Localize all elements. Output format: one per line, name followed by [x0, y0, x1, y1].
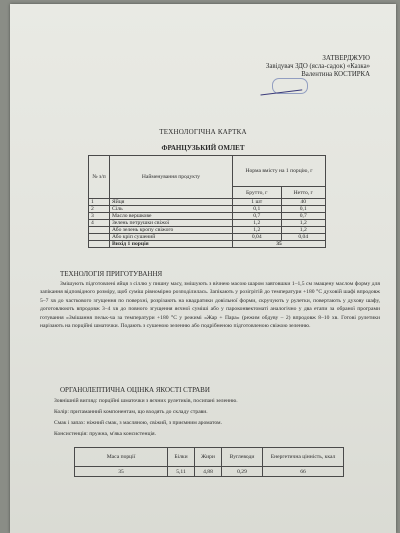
header-gross: Брутто, г: [233, 187, 282, 199]
approval-line-2: Валентина КОСТИРКА: [301, 71, 370, 79]
approval-heading: ЗАТВЕРДЖУЮ: [322, 54, 370, 62]
output-value: 35: [233, 241, 326, 248]
organoleptic-heading: ОРГАНОЛЕПТИЧНА ОЦІНКА ЯКОСТІ СТРАВИ: [60, 386, 210, 394]
row-gross: 0,04: [233, 234, 282, 241]
header-protein: Білки: [168, 448, 195, 467]
row-num: [89, 234, 110, 241]
row-net: 40: [281, 199, 326, 206]
row-num: 2: [89, 206, 110, 213]
output-row: [89, 241, 326, 248]
row-gross: 1 шт: [233, 199, 282, 206]
organoleptic-line: Смак і запах: ніжний смак, з масляною, свіжий, з приємним ароматом.: [54, 420, 223, 426]
row-net: 1,2: [281, 220, 326, 227]
header-fat: Жири: [195, 448, 222, 467]
row-net: 0,04: [281, 234, 326, 241]
row-num: 4: [89, 220, 110, 227]
header-net: Нетто, г: [281, 187, 326, 199]
row-gross: 1,2: [233, 227, 282, 234]
value-carbs: 0,29: [222, 467, 263, 477]
table-row: [89, 199, 326, 206]
header-name: Найменування продукту: [110, 156, 233, 199]
table-row: [89, 220, 326, 227]
row-num: 3: [89, 213, 110, 220]
row-name: Яйця: [110, 199, 233, 206]
header-energy: Енергетична цінність, ккал: [263, 448, 344, 467]
row-gross: 0,1: [233, 206, 282, 213]
document-title: ТЕХНОЛОГІЧНА КАРТКА: [159, 128, 247, 136]
approval-block: [266, 54, 370, 80]
preparation-heading: ТЕХНОЛОГІЯ ПРИГОТУВАННЯ: [60, 270, 163, 278]
table-row: [89, 227, 326, 234]
row-num: [89, 227, 110, 234]
value-protein: 5,11: [168, 467, 195, 477]
dish-title: ФРАНЦУЗЬКИЙ ОМЛЕТ: [161, 144, 245, 152]
output-label: Вихід 1 порція: [110, 241, 233, 248]
row-name: Зелень петрушки свіжої: [110, 220, 233, 227]
header-norm: Норма вмісту на 1 порцію, г: [233, 156, 326, 187]
table-row: [89, 234, 326, 241]
table-row: [89, 213, 326, 220]
row-gross: 0,7: [233, 213, 282, 220]
row-net: 0,1: [281, 206, 326, 213]
value-energy: 66: [263, 467, 344, 477]
value-fat: 4,88: [195, 467, 222, 477]
organoleptic-line: Консистенція: пружна, м'яка консистенція.: [54, 431, 157, 437]
value-mass: 35: [75, 467, 168, 477]
row-name: Сіль: [110, 206, 233, 213]
row-name: Або зелень кропу свіжого: [110, 227, 233, 234]
approval-line-1: Завідувач ЗДО (ясла-садок) «Казка»: [265, 62, 370, 70]
header-num: № з/п: [89, 156, 110, 199]
nutrition-table: [74, 447, 344, 477]
header-mass: Маса порції: [75, 448, 168, 467]
ingredients-table: [88, 155, 326, 248]
preparation-text: Змішують підготовлені яйця з сіллю у пишну масу, змішують з вічнею масою шаром завтовшки 1–1,5 см змащену маслом форму для запікання відповідного розміру, щоб суміш рівномірно розподілилась. Запікають у розігрітій до температури +180 °С духовій шафі впродовж 5–7 хв до часткового згущення по поверхні, розрізають на квадратики довільної форми, скручують у рулетки, повертають у духову шафу, доготовлюють впродовж 3–4 хв до повного згущення яєчної суміші або у пароконвектоматі аналогічно у два етапи за обраної програми готування «Змішання пельк-ча за температури +180 °С у режимі «Жар + Пара» (режим обдуву – 2) впродовж 8–10 хв. Готові рулетики нарізають на порційні шматочки. Подають з сушеною зеленню або подрібненою підготовленою свіжою зеленню.: [40, 281, 380, 330]
row-name: Масло вершкове: [110, 213, 233, 220]
row-net: 1,2: [281, 227, 326, 234]
row-num: 1: [89, 199, 110, 206]
row-net: 0,7: [281, 213, 326, 220]
row-name: Або кріп сушений: [110, 234, 233, 241]
organoleptic-line: Зовнішній вигляд: порційні шматочки з яєчних рулетиків, посипані зеленню.: [54, 398, 238, 404]
document-page: [10, 4, 396, 533]
table-row: [89, 206, 326, 213]
header-carbs: Вуглеводи: [222, 448, 263, 467]
table-row: [75, 467, 344, 477]
organoleptic-line: Колір: притаманний компонентам, що входять до складу страви.: [54, 409, 208, 415]
row-gross: 1,2: [233, 220, 282, 227]
